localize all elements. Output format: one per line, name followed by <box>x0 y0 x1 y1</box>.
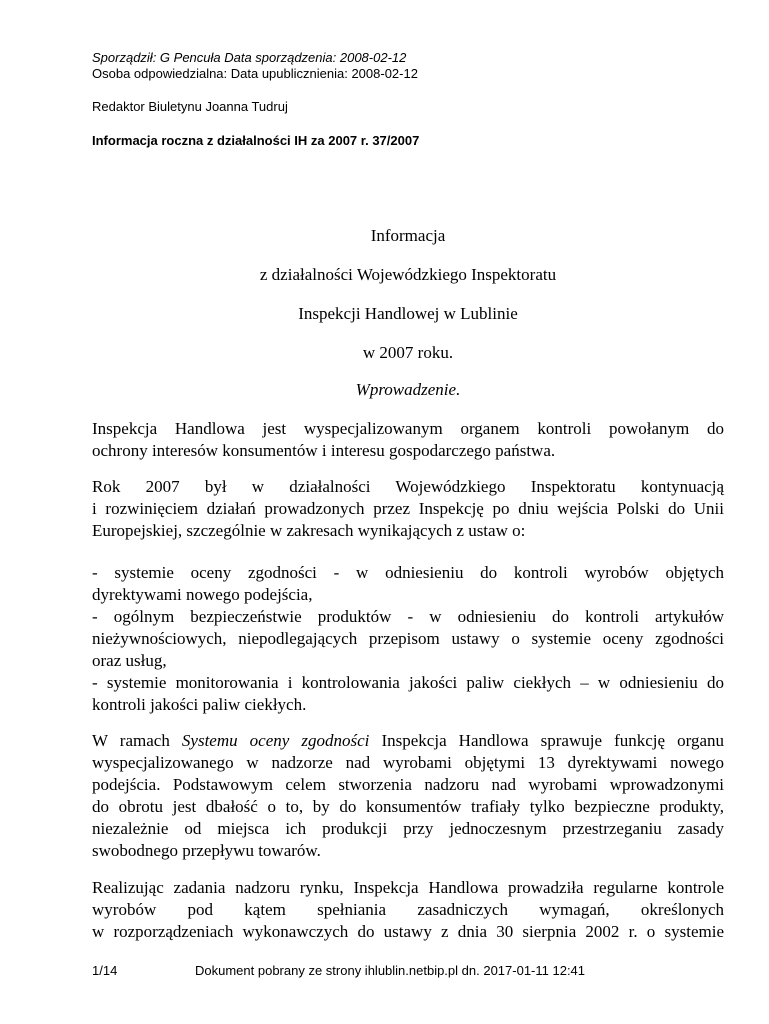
paragraph-line: wyrobów pod kątem spełniania zasadniczych wymagań, określonych <box>92 900 724 919</box>
list-item-line: - systemie monitorowania i kontrolowania jakości paliw ciekłych – w odniesieniu do <box>92 673 724 692</box>
list-item-line: kontroli jakości paliw ciekłych. <box>92 695 307 714</box>
document-title-line: Informacja roczna z działalności IH za 2007 r. 37/2007 <box>92 133 420 148</box>
responsible-person-line: Osoba odpowiedzialna: Data upublicznienia: 2008-02-12 <box>92 66 418 81</box>
paragraph-line: Rok 2007 był w działalności Wojewódzkiego Inspektoratu kontynuacją <box>92 477 724 496</box>
paragraph-line: Realizując zadania nadzoru rynku, Inspekcja Handlowa prowadziła regularne kontrole <box>92 878 724 897</box>
section-subtitle: Wprowadzenie. <box>355 380 461 399</box>
list-item-line: - ogólnym bezpieczeństwie produktów - w odniesieniu do kontroli artykułów <box>92 607 724 626</box>
title-line-1: Informacja <box>370 226 446 245</box>
italic-term: Systemu oceny zgodności <box>181 731 370 750</box>
paragraph-line: ochrony interesów konsumentów i interesu gospodarczego państwa. <box>92 441 556 460</box>
paragraph-line: Inspekcja Handlowa jest wyspecjalizowanym organem kontroli powołanym do <box>92 419 724 438</box>
title-line-2: z działalności Wojewódzkiego Inspektoratu <box>259 265 557 284</box>
paragraph-5 <box>92 877 724 943</box>
paragraph-line: niezależnie od miejsca ich produkcji przy jednoczesnym przestrzeganiu zasady <box>92 819 724 838</box>
list-item-line: - systemie oceny zgodności - w odniesieniu do kontroli wyrobów objętych <box>92 563 724 582</box>
list-item-line: nieżywnościowych, niepodlegających przepisom ustawy o systemie oceny zgodności <box>92 629 724 648</box>
prepared-by-line: Sporządził: G Pencuła Data sporządzenia: 2008-02-12 <box>92 50 407 65</box>
download-source-note: Dokument pobrany ze strony ihlublin.netbip.pl dn. 2017-01-11 12:41 <box>195 963 586 978</box>
title-line-4: w 2007 roku. <box>362 343 454 362</box>
paragraph-line: swobodnego przepływu towarów. <box>92 841 321 860</box>
paragraph-line: podejścia. Podstawowym celem stworzenia nadzoru nad wyrobami wprowadzonymi <box>92 775 724 794</box>
list-item-line: oraz usług, <box>92 651 167 670</box>
paragraph-line: Europejskiej, szczególnie w zakresach wynikających z ustaw o: <box>92 521 526 540</box>
title-line-3: Inspekcji Handlowej w Lublinie <box>298 304 518 323</box>
paragraph-line: w rozporządzeniach wykonawczych do ustawy z dnia 30 sierpnia 2002 r. o systemie <box>92 922 724 941</box>
paragraph-line <box>92 730 724 752</box>
editor-line: Redaktor Biuletynu Joanna Tudruj <box>92 99 288 114</box>
paragraph-2 <box>92 476 724 542</box>
paragraph-line: do obrotu jest dbałość o to, by do konsumentów trafiały tylko bezpieczne produkty, <box>92 797 724 816</box>
paragraph-1 <box>92 418 724 462</box>
text-run: Inspekcja Handlowa sprawuje funkcję organu <box>369 731 725 750</box>
text-run: W ramach <box>92 731 182 750</box>
paragraph-line: i rozwinięciem działań prowadzonych przez Inspekcję po dniu wejścia Polski do Unii <box>92 499 724 518</box>
paragraph-line: wyspecjalizowanego w nadzorze nad wyrobami objętymi 13 dyrektywami nowego <box>92 753 724 772</box>
paragraph-3-list <box>92 562 724 716</box>
page-number: 1/14 <box>92 963 118 978</box>
paragraph-4 <box>92 730 724 862</box>
list-item-line: dyrektywami nowego podejścia, <box>92 585 313 604</box>
